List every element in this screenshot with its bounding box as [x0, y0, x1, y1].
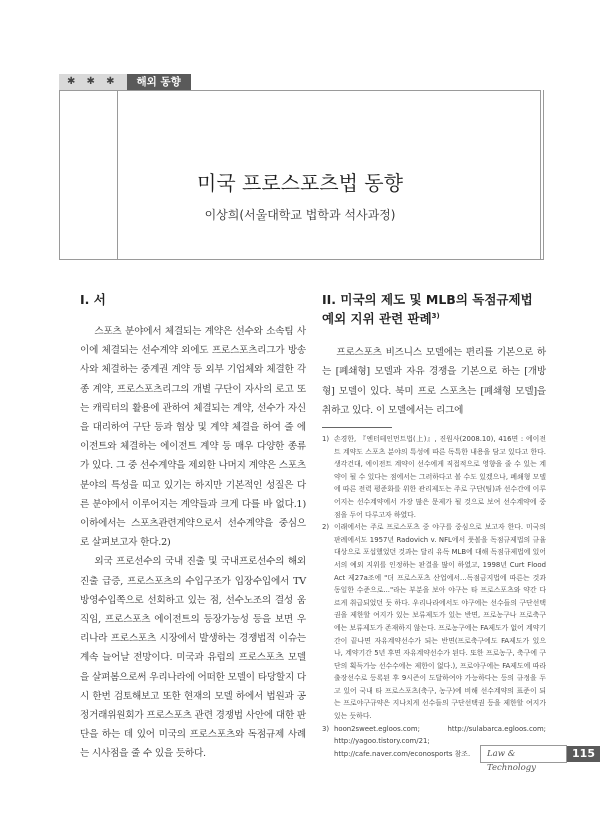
- footnote-number: 3): [322, 724, 330, 733]
- footnote-number: 1): [322, 435, 330, 443]
- footnote-text: 이래에서는 주로 프로스포츠 중 야구를 중심으로 보고자 한다. 미국의 판례에서도 1957년 Radovich v. NFL에서 풋볼을 독점규제법의 규율대상으로 포섭했었던 것과는 달리 유독 MLB에 대해 독점규제법에 있어서의 예외 지위를 인정하는 판결을 많이 하였고, 1998년 Curt Flood Act 제27a조에 "더 프로스포츠 산업에서...독점금지법에 따른는 것과 동일한 수준으로..."라는 부분을 보아 야구는 타 프로스포츠와 약간 다르게 취급되었던 듯 하다. 우리나라에서도 야구에는 선수들의 구단선택권을 제한할 여지가 있는 보류제도가 있는 반면, 프로농구나 프로축구에는 보류제도가 존재하지 않는다. 프로농구에는 FA제도가 없어 계약기간이 끝나면 자유계약선수가 되는 반면(프로축구에도 FA제도가 있으나, 계약기간 5년 후면 자유계약선수가 된다. 또한 프로농구, 축구에 구단의 획득가능 선수수에는 제한이 없다.), 프로야구에는 FA제도에 따라 출장선수로 등록된 후 9시즌이 도달하여야 가능하다는 등의 규정을 두고 있어 국내 타 프로스포츠(축구, 농구)에 비해 선수계약의 표준이 되는 프로야구규약은 지나치게 선수들의 구단선택권 등을 제한할 여지가 있는 듯하다.: [334, 523, 546, 721]
- left-column: [80, 291, 306, 764]
- section-heading-intro: I. 서: [80, 292, 106, 307]
- footnote: [322, 521, 546, 723]
- footnote: [322, 433, 546, 521]
- heading-footnote-ref: 3): [431, 312, 440, 320]
- section-heading-ii: [322, 291, 546, 327]
- page-number: 115: [567, 746, 600, 762]
- footnote-text: hoon2sweet.egloos.com; http://sulabarca.egloos.com; http://yagoo.tistory.com/21; http://cafe.naver.com/econosports 참조.: [334, 724, 546, 758]
- body-paragraph: 스포츠 분야에서 체결되는 계약은 선수와 소속팀 사이에 체결되는 선수계약 외에도 프로스포츠리그가 방송사와 체결하는 중계권 계약 등 외부 기업체와 체결한 각종 계약, 프로스포츠리그의 개별 구단이 자사의 로고 또는 캐릭터의 활용에 관하여 체결되는 계약, 선수가 자신을 대리하여 구단 등과 협상 및 계약 체결을 하여 줄 에이전트와 체결하는 에이전트 계약 등 매우 다양한 종류가 있다. 그 중 선수계약을 제외한 나머지 계약은 스포츠분야의 특성을 띠고 있기는 하지만 기본적인 성질은 다른 분야에서 이루어지는 계약들과 크게 다를 바 없다.1) 이하에서는 스포츠관련계약으로서 선수계약을 중심으로 살펴보고자 한다.2): [80, 326, 306, 549]
- footnotes: [322, 433, 546, 760]
- body-paragraph: 프로스포츠 비즈니스 모델에는 편리를 기본으로 하는 [폐쇄형] 모델과 자유 경쟁을 기본으로 하는 [개방형] 모델이 있다. 북미 프로 스포츠는 [폐쇄형 모델]을 취하고 있다. 이 모델에서는 리그에: [322, 347, 546, 416]
- article-author: 이상희(서울대학교 법학과 석사과정): [204, 208, 396, 222]
- journal-name: Law & Technology: [480, 745, 567, 763]
- article-title: 미국 프로스포츠법 동향: [197, 171, 403, 195]
- body-paragraph: 외국 프로선수의 국내 진출 및 국내프로선수의 해외 진출 급증, 프로스포츠의 수입구조가 입장수입에서 TV 방영수입쪽으로 선회하고 있는 점, 선수노조의 결성 움직임, 프로스포츠 에이전트의 등장가능성 등을 보면 우리나라 프로스포츠 시장에서 발생하는 경쟁법적 이슈는 계속 늘어날 전망이다. 미국과 유럽의 프로스포츠 모델을 살펴봄으로써 우리나라에 어떠한 모델이 타당할지 다시 한번 검토해보고 또한 현재의 모델 하에서 법원과 공정거래위원회가 프로스포츠 관련 경쟁법 사안에 대한 판단을 하는 데 있어 미국의 프로스포츠와 독점규제 사례는 시사점을 줄 수 있을 듯하다.: [80, 556, 306, 760]
- footnote-number: 2): [322, 523, 330, 532]
- footnote-divider: [322, 427, 392, 428]
- page-footer: [480, 745, 600, 773]
- heading-text: II. 미국의 제도 및 MLB의 독점규제법 예외 지위 관련 판례: [322, 292, 533, 327]
- right-column: [322, 291, 546, 420]
- footnote-text: 손경한, 『엔터테인먼트법(上)』, 진원사(2008.10), 416면 : 에이전트 계약도 스포츠 분야의 특성에 따른 독특한 내용을 담고 있다고 한다. 생각건대, 에이전트 계약이 선수에게 직접적으로 영향을 줄 수 있는 계약이 될 수 있다는 점에서는 그러하다고 볼 수도 있겠으나, 폐쇄형 모델에 따른 전력 평준화를 위한 관리제도는 주로 구단(팀)과 선수간에 이루어지는 선수계약에서 가장 많은 문제가 될 것으로 보여 선수계약에 중점을 두어 다루고자 하였다.: [334, 435, 546, 519]
- section-label: 해외 동향: [127, 74, 191, 90]
- star-decoration: ✱ ✱ ✱: [59, 74, 127, 90]
- section-tag: [59, 74, 191, 90]
